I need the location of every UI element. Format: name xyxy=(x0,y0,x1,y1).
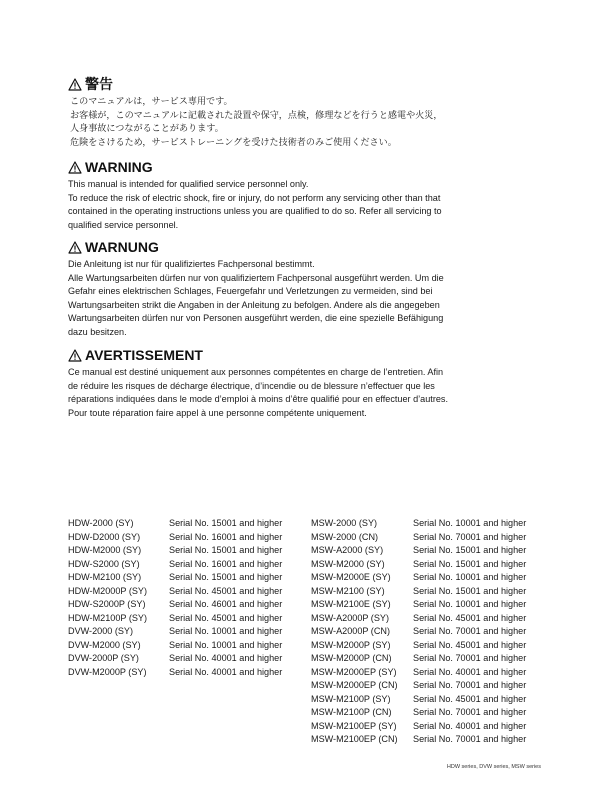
model-row xyxy=(311,639,526,653)
model-name: MSW-M2100EP (CN) xyxy=(311,734,398,744)
warning-line: This manual is intended for qualified service personnel only. xyxy=(68,179,309,189)
warning-heading-english xyxy=(68,158,548,176)
warning-triangle-icon xyxy=(68,78,82,91)
model-row xyxy=(311,612,526,626)
serial-range: Serial No. 45001 and higher xyxy=(169,612,283,623)
warning-title-japanese: 警告 xyxy=(85,76,113,92)
model-serial-table-left xyxy=(68,517,282,679)
serial-range: Serial No. 45001 and higher xyxy=(413,612,527,623)
model-name: HDW-M2100 (SY) xyxy=(68,572,142,582)
serial-range: Serial No. 10001 and higher xyxy=(169,626,283,636)
warning-line: Wartungsarbeiten strikt die Angaben in der Anleitung zu befolgen. Andere als die angegeben xyxy=(68,299,440,310)
warning-line: contained in the operating instructions unless you are qualified to do so. Refer all servicing to xyxy=(68,206,442,216)
model-name: MSW-M2000EP (SY) xyxy=(311,666,397,677)
serial-range: Serial No. 70001 and higher xyxy=(413,680,527,690)
warning-line: Alle Wartungsarbeiten dürfen nur von qualifiziertem Fachpersonal ausgeführt werden. Um die xyxy=(68,272,444,283)
serial-range: Serial No. 40001 and higher xyxy=(413,720,527,731)
model-name: DVW-2000P (SY) xyxy=(68,653,139,663)
serial-range: Serial No. 10001 and higher xyxy=(413,599,527,609)
warning-line: To reduce the risk of electric shock, fire or injury, do not perform any servicing other than that xyxy=(68,192,441,203)
model-name: MSW-M2000E (SY) xyxy=(311,572,391,582)
model-name: MSW-M2000 (SY) xyxy=(311,558,385,569)
warning-line: Ce manual est destiné uniquement aux personnes compétentes en charge de l’entretien. Afin xyxy=(68,367,444,377)
model-row xyxy=(311,531,526,545)
model-row xyxy=(311,585,526,599)
warning-line: réparations indiquées dans le mode d’emploi à moins d’être qualifié pour en effectuer d’autres. xyxy=(68,394,448,404)
serial-range: Serial No. 15001 and higher xyxy=(169,518,283,528)
warning-body-french xyxy=(68,366,548,420)
model-row xyxy=(68,639,282,653)
footer-series-label: HDW series, DVW series, MSW series xyxy=(446,764,541,770)
serial-range: Serial No. 45001 and higher xyxy=(169,585,283,596)
warning-title-german: WARNUNG xyxy=(85,239,159,255)
warning-body-german xyxy=(68,258,548,339)
warning-heading-japanese xyxy=(68,75,548,93)
serial-range: Serial No. 45001 and higher xyxy=(413,639,527,650)
model-name: MSW-M2100P (CN) xyxy=(311,707,392,717)
model-name: MSW-M2000EP (CN) xyxy=(311,680,398,690)
warning-line: Die Anleitung ist nur für qualifiziertes Fachpersonal bestimmt. xyxy=(68,259,315,269)
warning-section-japanese xyxy=(68,75,548,149)
model-row xyxy=(68,531,282,545)
model-name: HDW-S2000 (SY) xyxy=(68,558,140,569)
model-name: HDW-S2000P (SY) xyxy=(68,599,146,609)
model-row xyxy=(311,544,526,558)
warning-triangle-icon xyxy=(68,241,82,254)
warning-body-english xyxy=(68,178,548,232)
model-name: MSW-M2100E (SY) xyxy=(311,599,391,609)
serial-range: Serial No. 45001 and higher xyxy=(413,693,527,704)
model-name: HDW-2000 (SY) xyxy=(68,518,134,528)
model-name: MSW-M2100P (SY) xyxy=(311,693,391,704)
model-row xyxy=(311,598,526,612)
model-name: MSW-M2000P (SY) xyxy=(311,639,391,650)
model-name: MSW-M2000P (CN) xyxy=(311,653,392,663)
model-row xyxy=(311,693,526,707)
warning-triangle-icon xyxy=(68,161,82,174)
model-row xyxy=(311,733,526,747)
serial-range: Serial No. 70001 and higher xyxy=(413,707,527,717)
model-row xyxy=(68,625,282,639)
model-name: MSW-A2000 (SY) xyxy=(311,545,384,555)
model-row xyxy=(68,571,282,585)
warning-heading-german xyxy=(68,238,548,256)
warning-section-german xyxy=(68,238,548,339)
warning-heading-french xyxy=(68,346,548,364)
model-row xyxy=(311,571,526,585)
model-row xyxy=(68,612,282,626)
warning-line: お客様が，このマニュアルに記載された設置や保守，点検，修理などを行うと感電や火災， xyxy=(70,109,443,120)
serial-range: Serial No. 70001 and higher xyxy=(413,734,527,744)
warning-line: de réduire les risques de décharge électrique, d’incendie ou de blessure n’effectuer que les xyxy=(68,380,435,391)
warning-line: 人身事故につながることがあります。 xyxy=(70,123,224,133)
serial-range: Serial No. 16001 and higher xyxy=(169,558,283,569)
model-name: HDW-M2000 (SY) xyxy=(68,545,142,555)
warning-line: dazu besitzen. xyxy=(68,326,127,337)
model-row xyxy=(311,679,526,693)
serial-range: Serial No. 40001 and higher xyxy=(169,666,283,677)
serial-range: Serial No. 70001 and higher xyxy=(413,653,527,663)
model-row xyxy=(311,720,526,734)
warning-title-french: AVERTISSEMENT xyxy=(85,347,203,363)
model-serial-table-right xyxy=(311,517,526,747)
model-row xyxy=(68,558,282,572)
model-row xyxy=(311,666,526,680)
serial-range: Serial No. 10001 and higher xyxy=(413,572,527,582)
warning-line: 危険をさけるため，サービストレーニングを受けた技術者のみご使用ください。 xyxy=(70,136,397,147)
serial-range: Serial No. 10001 and higher xyxy=(169,639,283,650)
warning-section-french xyxy=(68,346,548,420)
warning-triangle-icon xyxy=(68,349,82,362)
model-row xyxy=(68,652,282,666)
model-row xyxy=(68,517,282,531)
warning-line: Gefahr eines elektrischen Schlages, Feuergefahr und Verletzungen zu vermeiden, sind bei xyxy=(68,286,433,296)
model-row xyxy=(311,625,526,639)
model-name: DVW-M2000 (SY) xyxy=(68,639,141,650)
model-name: DVW-2000 (SY) xyxy=(68,626,134,636)
serial-range: Serial No. 70001 and higher xyxy=(413,531,527,542)
serial-range: Serial No. 15001 and higher xyxy=(169,572,283,582)
serial-range: Serial No. 15001 and higher xyxy=(413,558,527,569)
model-name: MSW-2000 (SY) xyxy=(311,518,378,528)
model-name: MSW-A2000P (CN) xyxy=(311,626,391,636)
serial-range: Serial No. 70001 and higher xyxy=(413,626,527,636)
serial-range: Serial No. 15001 and higher xyxy=(413,585,527,596)
warning-line: このマニュアルは，サービス専用です。 xyxy=(70,96,233,106)
serial-range: Serial No. 16001 and higher xyxy=(169,531,283,542)
model-name: MSW-A2000P (SY) xyxy=(311,612,389,623)
model-name: HDW-M2100P (SY) xyxy=(68,612,148,623)
model-name: MSW-M2100EP (SY) xyxy=(311,720,397,731)
warning-line: Wartungsarbeiten dürfen nur von Personen ausgeführt werden, die eine spezielle Befähigung xyxy=(68,313,444,323)
serial-range: Serial No. 15001 and higher xyxy=(169,545,283,555)
model-row xyxy=(311,517,526,531)
warning-section-english xyxy=(68,158,548,232)
warning-title-english: WARNING xyxy=(85,159,153,175)
model-row xyxy=(311,558,526,572)
serial-range: Serial No. 10001 and higher xyxy=(413,518,527,528)
model-name: MSW-2000 (CN) xyxy=(311,531,379,542)
model-row xyxy=(68,585,282,599)
warning-line: Pour toute réparation faire appel à une personne compétente uniquement. xyxy=(68,407,367,418)
model-name: DVW-M2000P (SY) xyxy=(68,666,147,677)
serial-range: Serial No. 40001 and higher xyxy=(413,666,527,677)
warning-line: qualified service personnel. xyxy=(68,219,179,230)
model-row xyxy=(68,598,282,612)
serial-range: Serial No. 46001 and higher xyxy=(169,599,283,609)
model-row xyxy=(68,544,282,558)
model-row xyxy=(68,666,282,680)
model-name: HDW-D2000 (SY) xyxy=(68,531,141,542)
serial-range: Serial No. 15001 and higher xyxy=(413,545,527,555)
model-name: MSW-M2100 (SY) xyxy=(311,585,385,596)
model-row xyxy=(311,652,526,666)
warning-body-japanese xyxy=(70,95,548,149)
model-row xyxy=(311,706,526,720)
model-name: HDW-M2000P (SY) xyxy=(68,585,148,596)
serial-range: Serial No. 40001 and higher xyxy=(169,653,283,663)
